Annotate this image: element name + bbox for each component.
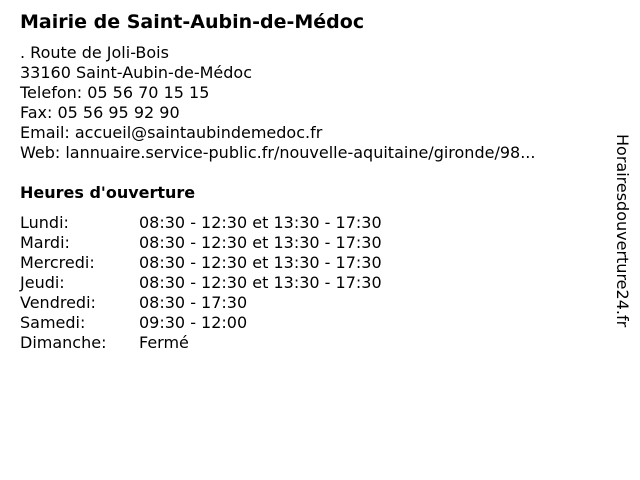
time-value: 09:30 - 12:00	[139, 313, 248, 332]
day-label: Samedi:	[20, 313, 86, 332]
website-url: Web: lannuaire.service-public.fr/nouvelle-aquitaine/gironde/98...	[20, 143, 536, 162]
time-value: 08:30 - 12:30 et 13:30 - 17:30	[139, 273, 382, 292]
email-address: Email: accueil@saintaubindemedoc.fr	[20, 123, 323, 142]
address-city: 33160 Saint-Aubin-de-Médoc	[20, 63, 252, 82]
time-value: 08:30 - 12:30 et 13:30 - 17:30	[139, 233, 382, 252]
address-street: . Route de Joli-Bois	[20, 43, 169, 62]
day-label: Dimanche:	[20, 333, 107, 352]
contact-info	[20, 43, 535, 163]
site-watermark	[612, 134, 632, 374]
day-label: Lundi:	[20, 213, 69, 232]
day-label: Jeudi:	[20, 273, 65, 292]
watermark-text: Horairesdouverture24.fr	[613, 134, 632, 328]
day-label: Vendredi:	[20, 293, 96, 312]
time-value: 08:30 - 17:30	[139, 293, 248, 312]
page-title: Mairie de Saint-Aubin-de-Médoc	[20, 11, 365, 33]
fax-number: Fax: 05 56 95 92 90	[20, 103, 180, 122]
time-value: 08:30 - 12:30 et 13:30 - 17:30	[139, 253, 382, 272]
time-value: 08:30 - 12:30 et 13:30 - 17:30	[139, 213, 382, 232]
day-label: Mardi:	[20, 233, 70, 252]
phone-number: Telefon: 05 56 70 15 15	[20, 83, 210, 102]
time-value: Fermé	[139, 333, 189, 352]
day-label: Mercredi:	[20, 253, 95, 272]
hours-heading: Heures d'ouverture	[20, 183, 196, 202]
